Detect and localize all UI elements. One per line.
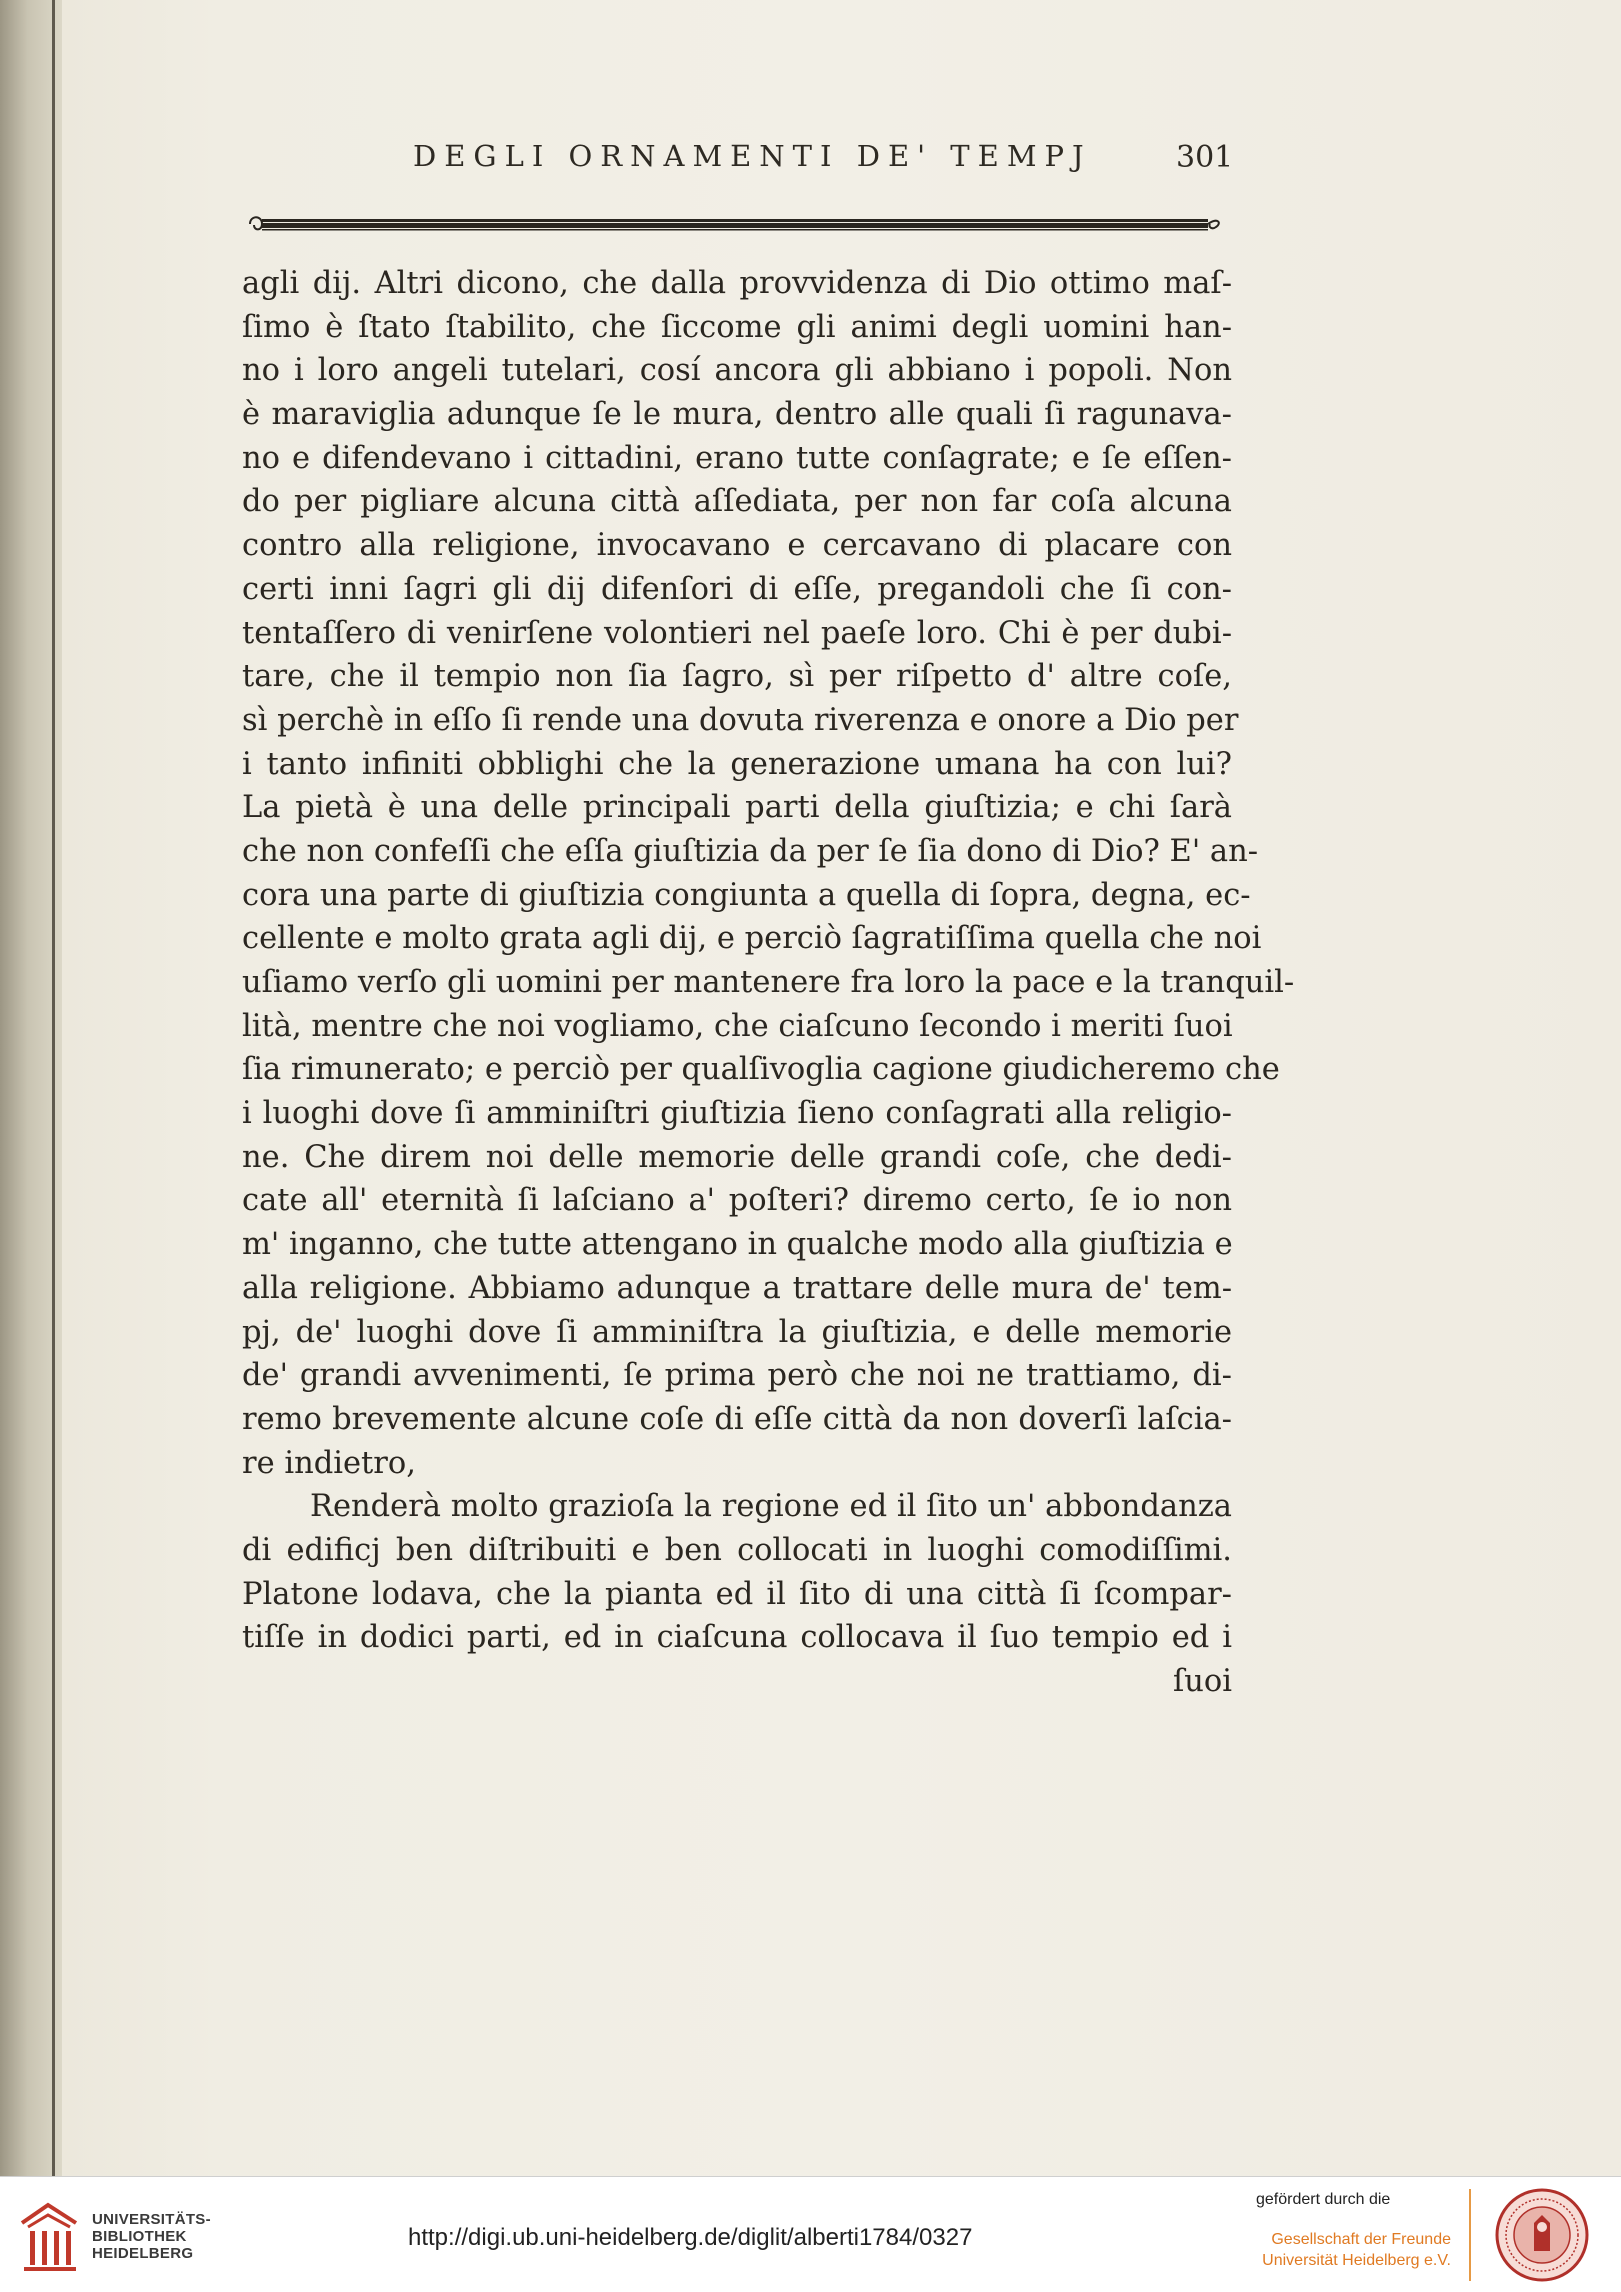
text-line: sì perchè in eſſo ſi rende una dovuta riverenza e onore a Dio per bbox=[242, 702, 1239, 738]
page-edge bbox=[52, 0, 55, 2176]
text-line: cate all' eternità ſi laſciano a' poſteri? diremo certo, ſe io non bbox=[242, 1183, 1232, 1219]
text-line: i luoghi dove ſi amminiſtri giuſtizia ſieno conſagrati alla religio- bbox=[242, 1096, 1232, 1132]
body-text bbox=[242, 262, 1295, 1704]
text-line: agli dij. Altri dicono, che dalla provvidenza di Dio ottimo maſ- bbox=[242, 266, 1232, 301]
running-head: DEGLI ORNAMENTI DE' TEMPJ bbox=[413, 139, 1092, 173]
text-line: che non confeſſi che eſſa giuſtizia da per ſe ſia dono di Dio? E' an- bbox=[242, 833, 1259, 869]
text-line: de' grandi avvenimenti, ſe prima però che noi ne trattiamo, di- bbox=[242, 1358, 1232, 1394]
text-line: tiſſe in dodici parti, ed in ciaſcuna collocava il ſuo tempio ed i bbox=[242, 1620, 1232, 1656]
text-line: La pietà è una delle principali parti della giuſtizia; e chi ſarà bbox=[242, 790, 1232, 826]
text-line: m' inganno, che tutte attengano in qualche modo alla giuſtizia e bbox=[242, 1227, 1233, 1263]
footer-divider bbox=[1469, 2189, 1471, 2281]
text-line: pj, de' luoghi dove ſi amminiſtra la giuſtizia, e delle memorie bbox=[242, 1314, 1232, 1350]
text-line: no i loro angeli tutelari, cosí ancora gli abbiano i popoli. Non bbox=[242, 353, 1232, 389]
sponsor-line: Universität Heidelberg e.V. bbox=[1262, 2252, 1451, 2269]
text-line: ſimo è ſtato ſtabilito, che ſiccome gli animi degli uomini han- bbox=[242, 309, 1232, 345]
text-line: re indietro, bbox=[242, 1445, 416, 1481]
catchword: ſuoi bbox=[1172, 1664, 1232, 1699]
text-line: Platone lodava, che la pianta ed il ſito di una città ſi ſcompar- bbox=[242, 1576, 1232, 1612]
text-line: Renderà molto grazioſa la regione ed il ſito un' abbondanza bbox=[310, 1489, 1232, 1525]
text-line: di edificj ben diſtribuiti e ben collocati in luoghi comodiſſimi. bbox=[242, 1532, 1232, 1568]
text-line: uſiamo verſo gli uomini per mantenere fra loro la pace e la tranquil- bbox=[242, 965, 1295, 1000]
library-name-line: UNIVERSITÄTS- bbox=[92, 2211, 211, 2228]
text-line: lità, mentre che noi vogliamo, che ciaſcuno ſecondo i meriti ſuoi bbox=[242, 1008, 1233, 1044]
text-line: è maraviglia adunque ſe le mura, dentro alle quali ſi ragunava- bbox=[242, 397, 1232, 433]
library-logo-icon bbox=[18, 2197, 80, 2273]
text-line: contro alla religione, invocavano e cercavano di placare con bbox=[242, 528, 1232, 564]
library-name bbox=[92, 2211, 211, 2262]
text-line: ſia rimunerato; e perciò per qualſivoglia cagione giudicheremo che bbox=[242, 1052, 1280, 1088]
digitization-footer bbox=[0, 2176, 1621, 2292]
permalink-url[interactable]: http://digi.ub.uni-heidelberg.de/diglit/alberti1784/0327 bbox=[408, 2224, 973, 2251]
library-name-line: BIBLIOTHEK bbox=[92, 2228, 187, 2245]
text-line: cellente e molto grata agli dij, e perciò ſagratiſſima quella che noi bbox=[242, 921, 1262, 957]
funded-by-label: gefördert durch die bbox=[1256, 2191, 1391, 2208]
text-line: alla religione. Abbiamo adunque a trattare delle mura de' tem- bbox=[242, 1270, 1232, 1306]
text-line: cora una parte di giuſtizia congiunta a quella di ſopra, degna, ec- bbox=[242, 877, 1251, 913]
text-line: tentaſſero di venirſene volontieri nel paeſe loro. Chi è per dubi- bbox=[242, 615, 1232, 651]
text-line: certi inni ſagri gli dij difenſori di eſſe, pregandoli che ſi con- bbox=[242, 571, 1232, 607]
text-line: i tanto infiniti obblighi che la generazione umana ha con lui? bbox=[242, 746, 1232, 782]
text-line: tare, che il tempio non ſia ſagro, sì per riſpetto d' altre coſe, bbox=[242, 659, 1232, 695]
page-number: 301 bbox=[1176, 140, 1234, 175]
sponsor-line: Gesellschaft der Freunde bbox=[1271, 2231, 1451, 2248]
sponsor-name bbox=[1262, 2229, 1451, 2271]
text-line: do per pigliare alcuna città aſſediata, per non far coſa alcuna bbox=[242, 484, 1232, 520]
text-line: ne. Che direm noi delle memorie delle grandi coſe, che dedi- bbox=[242, 1139, 1232, 1175]
ornamental-rule bbox=[246, 213, 1224, 235]
text-line: no e difendevano i cittadini, erano tutte conſagrate; e ſe eſſen- bbox=[242, 440, 1232, 476]
library-name-line: HEIDELBERG bbox=[92, 2245, 194, 2262]
university-seal-icon bbox=[1494, 2187, 1590, 2283]
text-line: remo brevemente alcune coſe di eſſe città da non doverſi laſcia- bbox=[242, 1401, 1232, 1437]
